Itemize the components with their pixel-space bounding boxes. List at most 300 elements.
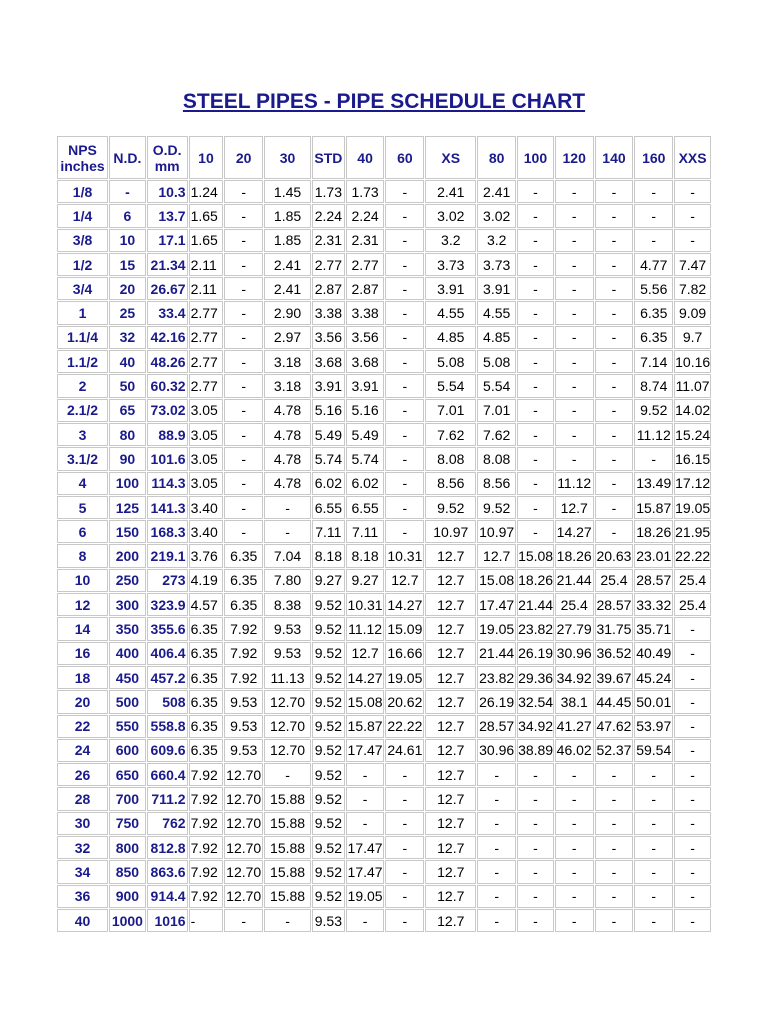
thickness-cell: 9.52 xyxy=(312,812,345,835)
thickness-cell: 10.97 xyxy=(477,520,516,543)
thickness-cell: - xyxy=(674,229,711,252)
thickness-cell: - xyxy=(385,812,424,835)
thickness-cell: - xyxy=(385,836,424,859)
thickness-cell: 2.77 xyxy=(312,253,345,276)
thickness-cell: 1.73 xyxy=(312,180,345,203)
thickness-cell: 12.7 xyxy=(477,544,516,567)
thickness-cell: - xyxy=(224,326,263,349)
table-row xyxy=(57,472,711,495)
nps-cell: 40 xyxy=(57,909,108,932)
thickness-cell: - xyxy=(634,180,673,203)
od-cell: 17.1 xyxy=(147,229,188,252)
nps-cell: 1 xyxy=(57,301,108,324)
column-header: 60 xyxy=(385,136,424,179)
thickness-cell: 4.78 xyxy=(264,447,311,470)
thickness-cell: 9.53 xyxy=(264,617,311,640)
nd-cell: 450 xyxy=(109,666,146,689)
thickness-cell: 5.54 xyxy=(425,374,476,397)
thickness-cell: 33.32 xyxy=(634,593,673,616)
thickness-cell: - xyxy=(264,763,311,786)
thickness-cell: 22.22 xyxy=(385,715,424,738)
nps-cell: 34 xyxy=(57,860,108,883)
nd-cell: 80 xyxy=(109,423,146,446)
thickness-cell: 4.57 xyxy=(189,593,224,616)
thickness-cell: 6.35 xyxy=(634,301,673,324)
column-header: 20 xyxy=(224,136,263,179)
thickness-cell: 3.40 xyxy=(189,496,224,519)
thickness-cell: - xyxy=(555,277,594,300)
thickness-cell: 10.31 xyxy=(346,593,385,616)
table-row xyxy=(57,642,711,665)
nps-cell: 14 xyxy=(57,617,108,640)
thickness-cell: 15.08 xyxy=(477,569,516,592)
od-cell: 323.9 xyxy=(147,593,188,616)
thickness-cell: 23.01 xyxy=(634,544,673,567)
thickness-cell: 28.57 xyxy=(477,715,516,738)
thickness-cell: 6.55 xyxy=(312,496,345,519)
thickness-cell: 5.74 xyxy=(346,447,385,470)
thickness-cell: 2.41 xyxy=(264,253,311,276)
table-row xyxy=(57,909,711,932)
thickness-cell: - xyxy=(555,860,594,883)
thickness-cell: 12.7 xyxy=(346,642,385,665)
thickness-cell: - xyxy=(634,447,673,470)
thickness-cell: 12.7 xyxy=(425,642,476,665)
thickness-cell: 15.24 xyxy=(674,423,711,446)
thickness-cell: 7.92 xyxy=(189,787,224,810)
thickness-cell: 2.77 xyxy=(346,253,385,276)
table-row xyxy=(57,253,711,276)
nd-cell: 6 xyxy=(109,204,146,227)
thickness-cell: 5.49 xyxy=(312,423,345,446)
nps-cell: 1/8 xyxy=(57,180,108,203)
od-cell: 762 xyxy=(147,812,188,835)
thickness-cell: 21.44 xyxy=(555,569,594,592)
thickness-cell: 20.62 xyxy=(385,690,424,713)
thickness-cell: - xyxy=(264,520,311,543)
thickness-cell: - xyxy=(555,326,594,349)
thickness-cell: 21.95 xyxy=(674,520,711,543)
thickness-cell: - xyxy=(674,763,711,786)
nd-cell: 1000 xyxy=(109,909,146,932)
thickness-cell: 12.70 xyxy=(224,860,263,883)
od-cell: 660.4 xyxy=(147,763,188,786)
nps-cell: 8 xyxy=(57,544,108,567)
thickness-cell: 1.65 xyxy=(189,229,224,252)
thickness-cell: 7.92 xyxy=(189,763,224,786)
thickness-cell: - xyxy=(224,520,263,543)
thickness-cell: 5.74 xyxy=(312,447,345,470)
thickness-cell: 6.35 xyxy=(189,617,224,640)
thickness-cell: 9.27 xyxy=(346,569,385,592)
thickness-cell: - xyxy=(674,204,711,227)
thickness-cell: 4.77 xyxy=(634,253,673,276)
thickness-cell: 59.54 xyxy=(634,739,673,762)
thickness-cell: 9.52 xyxy=(312,666,345,689)
thickness-cell: - xyxy=(674,617,711,640)
thickness-cell: - xyxy=(674,787,711,810)
thickness-cell: - xyxy=(224,180,263,203)
column-header: 40 xyxy=(346,136,385,179)
thickness-cell: - xyxy=(517,204,554,227)
thickness-cell: - xyxy=(634,812,673,835)
thickness-cell: 2.77 xyxy=(189,374,224,397)
nps-cell: 12 xyxy=(57,593,108,616)
thickness-cell: - xyxy=(674,860,711,883)
thickness-cell: 15.87 xyxy=(346,715,385,738)
thickness-cell: 10.31 xyxy=(385,544,424,567)
thickness-cell: 11.07 xyxy=(674,374,711,397)
nd-cell: 800 xyxy=(109,836,146,859)
thickness-cell: - xyxy=(517,229,554,252)
thickness-cell: - xyxy=(595,885,634,908)
table-row xyxy=(57,496,711,519)
thickness-cell: - xyxy=(385,423,424,446)
thickness-cell: - xyxy=(595,374,634,397)
thickness-cell: 7.82 xyxy=(674,277,711,300)
thickness-cell: 9.52 xyxy=(312,787,345,810)
thickness-cell: 22.22 xyxy=(674,544,711,567)
thickness-cell: 3.18 xyxy=(264,350,311,373)
thickness-cell: 9.52 xyxy=(312,642,345,665)
thickness-cell: 19.05 xyxy=(346,885,385,908)
thickness-cell: 2.87 xyxy=(312,277,345,300)
nd-cell: 900 xyxy=(109,885,146,908)
thickness-cell: 12.70 xyxy=(224,787,263,810)
thickness-cell: - xyxy=(674,836,711,859)
thickness-cell: 12.7 xyxy=(425,885,476,908)
column-header: STD xyxy=(312,136,345,179)
thickness-cell: 7.92 xyxy=(189,812,224,835)
thickness-cell: - xyxy=(385,399,424,422)
thickness-cell: 38.1 xyxy=(555,690,594,713)
table-row xyxy=(57,715,711,738)
nps-cell: 6 xyxy=(57,520,108,543)
nps-cell: 18 xyxy=(57,666,108,689)
od-cell: 33.4 xyxy=(147,301,188,324)
thickness-cell: 4.78 xyxy=(264,472,311,495)
thickness-cell: 28.57 xyxy=(595,593,634,616)
od-cell: 558.8 xyxy=(147,715,188,738)
thickness-cell: 3.68 xyxy=(346,350,385,373)
thickness-cell: - xyxy=(517,909,554,932)
thickness-cell: 17.12 xyxy=(674,472,711,495)
thickness-cell: - xyxy=(634,763,673,786)
thickness-cell: 7.92 xyxy=(224,642,263,665)
thickness-cell: 31.75 xyxy=(595,617,634,640)
thickness-cell: 34.92 xyxy=(555,666,594,689)
header-row xyxy=(57,136,711,179)
thickness-cell: 13.49 xyxy=(634,472,673,495)
column-header: 10 xyxy=(189,136,224,179)
nd-cell: 32 xyxy=(109,326,146,349)
thickness-cell: 9.52 xyxy=(312,860,345,883)
thickness-cell: - xyxy=(595,763,634,786)
thickness-cell: 52.37 xyxy=(595,739,634,762)
od-cell: 812.8 xyxy=(147,836,188,859)
thickness-cell: - xyxy=(555,229,594,252)
thickness-cell: 3.05 xyxy=(189,423,224,446)
table-row xyxy=(57,763,711,786)
thickness-cell: - xyxy=(555,253,594,276)
thickness-cell: 9.53 xyxy=(224,715,263,738)
thickness-cell: 17.47 xyxy=(346,860,385,883)
thickness-cell: 8.18 xyxy=(312,544,345,567)
thickness-cell: 17.47 xyxy=(477,593,516,616)
thickness-cell: - xyxy=(385,472,424,495)
thickness-cell: 12.7 xyxy=(425,715,476,738)
thickness-cell: 7.92 xyxy=(189,860,224,883)
thickness-cell: 6.35 xyxy=(189,666,224,689)
thickness-cell: 5.08 xyxy=(425,350,476,373)
nd-cell: 125 xyxy=(109,496,146,519)
thickness-cell: 14.27 xyxy=(346,666,385,689)
nps-cell: 30 xyxy=(57,812,108,835)
thickness-cell: - xyxy=(595,229,634,252)
nps-cell: 4 xyxy=(57,472,108,495)
thickness-cell: - xyxy=(224,350,263,373)
thickness-cell: 39.67 xyxy=(595,666,634,689)
thickness-cell: - xyxy=(674,812,711,835)
thickness-cell: - xyxy=(595,520,634,543)
thickness-cell: - xyxy=(224,496,263,519)
thickness-cell: - xyxy=(224,423,263,446)
thickness-cell: - xyxy=(555,836,594,859)
thickness-cell: 2.97 xyxy=(264,326,311,349)
table-row xyxy=(57,569,711,592)
column-header: XXS xyxy=(674,136,711,179)
thickness-cell: - xyxy=(634,204,673,227)
thickness-cell: - xyxy=(477,909,516,932)
thickness-cell: 15.88 xyxy=(264,885,311,908)
nps-cell: 1.1/2 xyxy=(57,350,108,373)
table-row xyxy=(57,617,711,640)
nps-cell: 5 xyxy=(57,496,108,519)
thickness-cell: 26.19 xyxy=(477,690,516,713)
nd-cell: 400 xyxy=(109,642,146,665)
thickness-cell: 9.52 xyxy=(312,836,345,859)
thickness-cell: 8.74 xyxy=(634,374,673,397)
thickness-cell: 9.53 xyxy=(312,909,345,932)
thickness-cell: - xyxy=(385,374,424,397)
table-row xyxy=(57,204,711,227)
thickness-cell: 21.44 xyxy=(477,642,516,665)
table-row xyxy=(57,885,711,908)
thickness-cell: 2.77 xyxy=(189,326,224,349)
column-header: XS xyxy=(425,136,476,179)
thickness-cell: 12.7 xyxy=(425,909,476,932)
thickness-cell: 2.11 xyxy=(189,253,224,276)
thickness-cell: 7.14 xyxy=(634,350,673,373)
table-row xyxy=(57,277,711,300)
thickness-cell: 9.52 xyxy=(425,496,476,519)
thickness-cell: - xyxy=(477,787,516,810)
thickness-cell: - xyxy=(189,909,224,932)
thickness-cell: 7.01 xyxy=(477,399,516,422)
thickness-cell: 2.11 xyxy=(189,277,224,300)
thickness-cell: 12.7 xyxy=(425,812,476,835)
thickness-cell: - xyxy=(634,860,673,883)
thickness-cell: 9.52 xyxy=(634,399,673,422)
thickness-cell: - xyxy=(264,909,311,932)
thickness-cell: 47.62 xyxy=(595,715,634,738)
thickness-cell: 9.53 xyxy=(264,642,311,665)
thickness-cell: 25.4 xyxy=(595,569,634,592)
thickness-cell: - xyxy=(555,350,594,373)
thickness-cell: - xyxy=(517,399,554,422)
nps-cell: 3/4 xyxy=(57,277,108,300)
thickness-cell: 53.97 xyxy=(634,715,673,738)
thickness-cell: - xyxy=(555,301,594,324)
thickness-cell: - xyxy=(346,909,385,932)
thickness-cell: - xyxy=(385,204,424,227)
thickness-cell: 12.7 xyxy=(425,787,476,810)
thickness-cell: 3.02 xyxy=(425,204,476,227)
thickness-cell: 29.36 xyxy=(517,666,554,689)
thickness-cell: 1.45 xyxy=(264,180,311,203)
thickness-cell: - xyxy=(595,423,634,446)
thickness-cell: - xyxy=(385,180,424,203)
thickness-cell: - xyxy=(517,860,554,883)
thickness-cell: - xyxy=(595,180,634,203)
thickness-cell: 9.27 xyxy=(312,569,345,592)
thickness-cell: 1.85 xyxy=(264,229,311,252)
thickness-cell: - xyxy=(555,447,594,470)
thickness-cell: - xyxy=(674,715,711,738)
thickness-cell: 2.31 xyxy=(312,229,345,252)
thickness-cell: 12.70 xyxy=(224,763,263,786)
thickness-cell: 23.82 xyxy=(517,617,554,640)
thickness-cell: - xyxy=(595,909,634,932)
thickness-cell: 12.7 xyxy=(425,617,476,640)
thickness-cell: 3.91 xyxy=(346,374,385,397)
thickness-cell: - xyxy=(517,812,554,835)
od-cell: 48.26 xyxy=(147,350,188,373)
thickness-cell: - xyxy=(595,326,634,349)
nps-cell: 1/4 xyxy=(57,204,108,227)
thickness-cell: - xyxy=(224,204,263,227)
thickness-cell: - xyxy=(385,277,424,300)
thickness-cell: - xyxy=(674,642,711,665)
nd-cell: 150 xyxy=(109,520,146,543)
thickness-cell: - xyxy=(517,472,554,495)
nd-cell: 65 xyxy=(109,399,146,422)
thickness-cell: - xyxy=(385,885,424,908)
thickness-cell: 30.96 xyxy=(477,739,516,762)
thickness-cell: 23.82 xyxy=(477,666,516,689)
od-cell: 273 xyxy=(147,569,188,592)
thickness-cell: - xyxy=(674,666,711,689)
thickness-cell: 14.27 xyxy=(555,520,594,543)
nd-cell: 250 xyxy=(109,569,146,592)
thickness-cell: - xyxy=(385,253,424,276)
table-row xyxy=(57,860,711,883)
thickness-cell: 2.77 xyxy=(189,301,224,324)
thickness-cell: 6.35 xyxy=(224,593,263,616)
thickness-cell: - xyxy=(674,739,711,762)
thickness-cell: 9.53 xyxy=(224,690,263,713)
thickness-cell: 30.96 xyxy=(555,642,594,665)
od-cell: 508 xyxy=(147,690,188,713)
thickness-cell: 9.09 xyxy=(674,301,711,324)
thickness-cell: 15.09 xyxy=(385,617,424,640)
thickness-cell: 20.63 xyxy=(595,544,634,567)
thickness-cell: - xyxy=(595,204,634,227)
thickness-cell: 9.52 xyxy=(312,885,345,908)
thickness-cell: 12.7 xyxy=(425,593,476,616)
table-row xyxy=(57,666,711,689)
thickness-cell: 12.7 xyxy=(555,496,594,519)
od-cell: 101.6 xyxy=(147,447,188,470)
thickness-cell: 7.80 xyxy=(264,569,311,592)
thickness-cell: 6.02 xyxy=(312,472,345,495)
od-cell: 21.34 xyxy=(147,253,188,276)
thickness-cell: 1.73 xyxy=(346,180,385,203)
thickness-cell: - xyxy=(674,909,711,932)
table-row xyxy=(57,374,711,397)
thickness-cell: 6.35 xyxy=(634,326,673,349)
thickness-cell: 38.89 xyxy=(517,739,554,762)
column-header: 30 xyxy=(264,136,311,179)
thickness-cell: 6.35 xyxy=(189,739,224,762)
thickness-cell: 9.52 xyxy=(312,617,345,640)
thickness-cell: 7.11 xyxy=(346,520,385,543)
table-row xyxy=(57,836,711,859)
table-row xyxy=(57,544,711,567)
od-cell: 114.3 xyxy=(147,472,188,495)
thickness-cell: - xyxy=(346,763,385,786)
thickness-cell: 12.70 xyxy=(264,715,311,738)
nd-cell: 50 xyxy=(109,374,146,397)
thickness-cell: 8.08 xyxy=(425,447,476,470)
thickness-cell: - xyxy=(385,447,424,470)
thickness-cell: 7.11 xyxy=(312,520,345,543)
thickness-cell: - xyxy=(264,496,311,519)
thickness-cell: 19.05 xyxy=(385,666,424,689)
thickness-cell: - xyxy=(517,496,554,519)
thickness-cell: 9.53 xyxy=(224,739,263,762)
thickness-cell: - xyxy=(555,204,594,227)
thickness-cell: - xyxy=(595,301,634,324)
thickness-cell: 6.35 xyxy=(189,690,224,713)
thickness-cell: - xyxy=(224,229,263,252)
od-cell: 609.6 xyxy=(147,739,188,762)
thickness-cell: - xyxy=(224,253,263,276)
thickness-cell: - xyxy=(517,836,554,859)
thickness-cell: 3.56 xyxy=(312,326,345,349)
thickness-cell: 10.97 xyxy=(425,520,476,543)
thickness-cell: - xyxy=(555,374,594,397)
thickness-cell: - xyxy=(385,520,424,543)
nd-cell: 100 xyxy=(109,472,146,495)
thickness-cell: 44.45 xyxy=(595,690,634,713)
thickness-cell: 8.08 xyxy=(477,447,516,470)
thickness-cell: 3.76 xyxy=(189,544,224,567)
thickness-cell: - xyxy=(517,763,554,786)
thickness-cell: 1.65 xyxy=(189,204,224,227)
nd-cell: - xyxy=(109,180,146,203)
thickness-cell: - xyxy=(517,423,554,446)
thickness-cell: 12.70 xyxy=(224,885,263,908)
thickness-cell: 18.26 xyxy=(555,544,594,567)
nd-cell: 20 xyxy=(109,277,146,300)
thickness-cell: - xyxy=(517,277,554,300)
table-row xyxy=(57,739,711,762)
thickness-cell: 41.27 xyxy=(555,715,594,738)
thickness-cell: - xyxy=(346,812,385,835)
thickness-cell: 5.16 xyxy=(346,399,385,422)
nd-cell: 500 xyxy=(109,690,146,713)
